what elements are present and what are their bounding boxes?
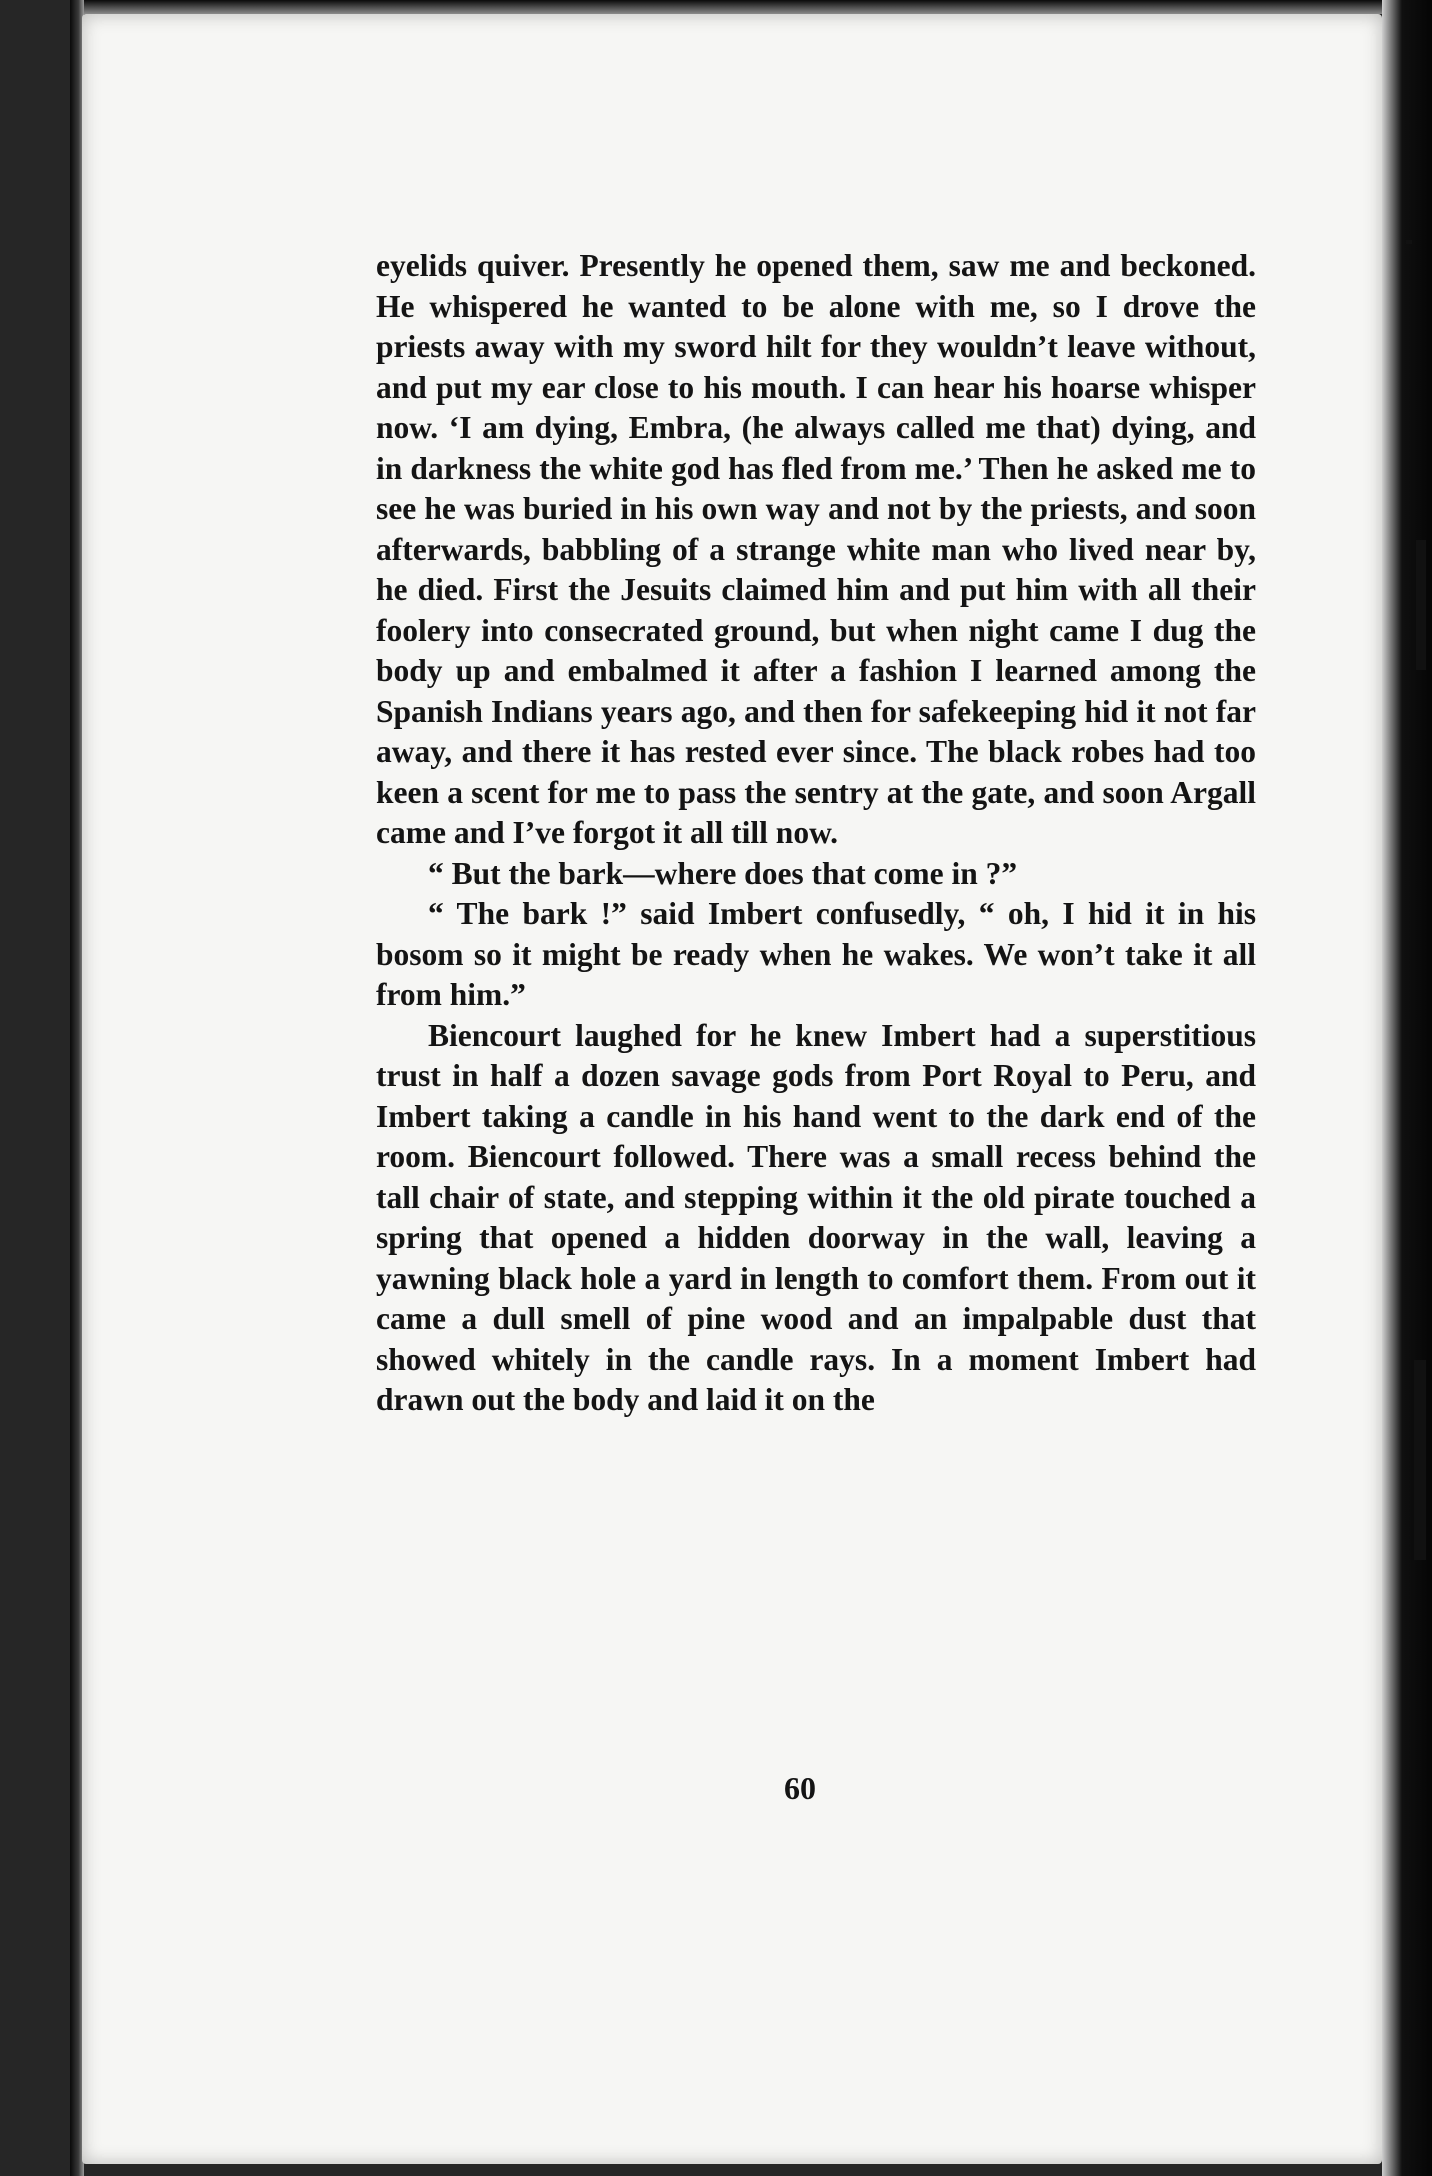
paragraph-dialogue-answer: “ The bark !” said Imbert confusedly, “ oh, I hid it in his bosom so it might be ready when he wakes. We won’t take it all from him.” [376, 896, 1256, 1012]
scan-mark [1416, 540, 1426, 670]
page-top-edge [82, 0, 1382, 14]
paragraph-dialogue-question: “ But the bark—where does that come in ?” [428, 855, 1018, 891]
scan-mark [1406, 240, 1412, 244]
page-right-edge [1382, 0, 1432, 2176]
scan-mark [1414, 1360, 1426, 1560]
paragraph-continued: eyelids quiver. Presently he opened them, saw me and beckoned. He whispered he wanted to be alone with me, so I drove the priests away with my sword hilt for they wouldn’t leave without, and put my ear close to his mouth. I can hear his hoarse whisper now. ‘I am dying, Embra, (he always called me that) dying, and in darkness the white god has fled from me.’ Then he asked me to see he was buried in his own way and not by the priests, and soon afterwards, babbling of a strange white man who lived near by, he died. First the Jesuits claimed him and put him with all their foolery into consecrated ground, but when night came I dug the body up and embalmed it after a fashion I learned among the Spanish Indians years ago, and then for safekeeping hid it not far away, and there it has rested ever since. The black robes had too keen a scent for me to pass the sentry at the gate, and soon Argall came and I’ve forgot it all till now. [376, 248, 1256, 850]
page-body-text [376, 246, 1256, 1421]
paragraph-narrative: Biencourt laughed for he knew Imbert had a superstitious trust in half a dozen savage gods from Port Royal to Peru, and Imbert taking a candle in his hand went to the dark end of the room. Biencourt followed. There was a small recess behind the tall chair of state, and stepping within it the old pirate touched a spring that opened a hidden doorway in the wall, leaving a yawning black hole a yard in length to comfort them. From out it came a dull smell of pine wood and an impalpable dust that showed whitely in the candle rays. In a moment Imbert had drawn out the body and laid it on the [376, 1017, 1256, 1417]
page-number: 60 [784, 1770, 816, 1806]
